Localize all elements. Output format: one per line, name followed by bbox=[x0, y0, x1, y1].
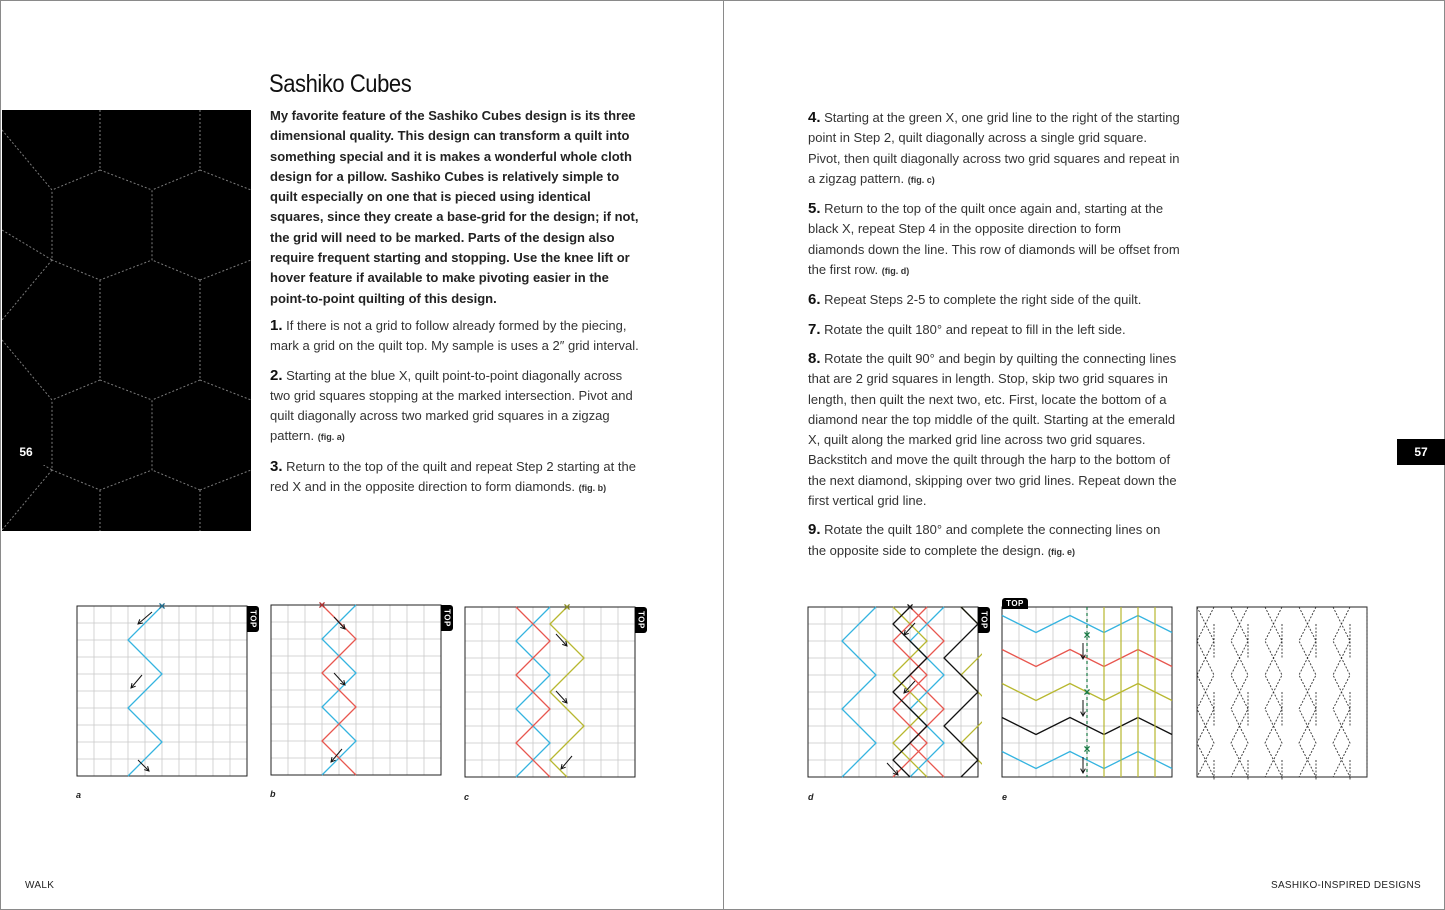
quilt-sample-photo bbox=[2, 110, 251, 531]
figure-b-diagram bbox=[270, 599, 445, 779]
left-steps bbox=[270, 316, 642, 507]
fig-ref: (fig. d) bbox=[881, 266, 910, 277]
fig-ref: (fig. c) bbox=[907, 174, 935, 185]
figure-a-diagram bbox=[76, 600, 251, 780]
intro-paragraph: My favorite feature of the Sashiko Cubes design is its three dimensional quality. This design can transform a quilt into something special and it is makes a wonderful whole cloth design for a pillow. Sashiko Cubes is relatively simple to quilt especially on one that is pieced using identical squares, since they create a base-grid for the design; if not, the grid will need to be marked. Parts of the design also require frequent starting and stopping. Use the knee lift or hover feature if available to make pivoting easier in the point-to-point quilting of this design. bbox=[270, 108, 639, 306]
start-marker: × bbox=[563, 601, 571, 614]
step-5: 5. Return to the top of the quilt once again and, starting at the black X, repeat Step 4 in the opposite direction to form diamonds down the line. This row of diamonds will be offset from the first row. (fig. d) bbox=[808, 200, 1180, 278]
direction-arrow bbox=[131, 675, 142, 688]
caption-c: c bbox=[464, 792, 470, 802]
direction-arrow bbox=[334, 617, 345, 629]
top-label-e: TOP bbox=[1002, 598, 1028, 609]
top-label-c: TOP bbox=[635, 607, 647, 633]
fig-ref: (fig. a) bbox=[317, 432, 345, 443]
caption-b: b bbox=[270, 789, 276, 799]
design-line bbox=[1197, 607, 1214, 777]
direction-arrow bbox=[138, 760, 149, 771]
direction-arrow bbox=[561, 756, 572, 769]
top-label-b: TOP bbox=[441, 605, 453, 631]
page-number-right: 57 bbox=[1397, 439, 1445, 465]
start-marker: × bbox=[318, 599, 326, 612]
section-title: Sashiko Cubes bbox=[269, 70, 412, 98]
start-marker: × bbox=[1083, 628, 1091, 642]
fig-ref: (fig. b) bbox=[578, 483, 607, 494]
footer-left: WALK bbox=[25, 880, 55, 891]
step-1: 1. If there is not a grid to follow already formed by the piecing, mark a grid on the quilt top. My sample is uses a 2″ grid interval. bbox=[270, 317, 639, 354]
start-marker: × bbox=[906, 601, 914, 614]
design-line bbox=[1333, 607, 1350, 777]
quilt-stitch-pattern bbox=[2, 110, 251, 531]
top-label-a: TOP bbox=[247, 606, 259, 632]
step-9: 9. Rotate the quilt 180° and complete the connecting lines on the opposite side to complete the design. (fig. e) bbox=[808, 521, 1161, 558]
page-number-left: 56 bbox=[2, 439, 50, 465]
start-marker: × bbox=[158, 600, 166, 613]
design-line bbox=[1231, 607, 1248, 777]
caption-a: a bbox=[76, 790, 82, 800]
figure-d-diagram bbox=[807, 601, 982, 781]
right-steps bbox=[808, 108, 1180, 571]
fig-ref: (fig. e) bbox=[1047, 546, 1075, 557]
figure-e-diagram bbox=[1001, 601, 1176, 781]
direction-arrow bbox=[887, 763, 898, 775]
step-6: 6. Repeat Steps 2-5 to complete the right side of the quilt. bbox=[808, 291, 1142, 309]
design-line bbox=[1265, 607, 1282, 777]
design-line bbox=[1299, 607, 1316, 777]
direction-arrow bbox=[334, 673, 345, 685]
finished-design-diagram bbox=[1196, 601, 1371, 781]
footer-right: SASHIKO-INSPIRED DESIGNS bbox=[1270, 880, 1421, 891]
step-8: 8. Rotate the quilt 90° and begin by quilting the connecting lines that are 2 grid squares in length. Stop, skip two grid squares in length, then quilt the next two, etc. First, locate the bottom of a diamond near the top middle of the quilt. Starting at the emerald X, quilt along the marked grid line across two grid squares. Backstitch and move the quilt through the harp to the bottom of the next diamond, skipping over two grid lines. Repeat down the first vertical grid line. bbox=[808, 349, 1177, 509]
step-2: 2. Starting at the blue X, quilt point-to-point diagonally across two grid squares stopping at the marked intersection. Pivot and quilt diagonally across two marked grid squares in a zigzag pattern. (fig. a) bbox=[270, 366, 633, 444]
step-4: 4. Starting at the green X, one grid line to the right of the starting point in Step 2, quilt diagonally across a single grid square. Pivot, then quilt diagonally across two grid squares and repeat in a zigzag pattern. (fig. c) bbox=[808, 109, 1180, 186]
caption-d: d bbox=[808, 792, 814, 802]
top-label-d: TOP bbox=[978, 607, 990, 633]
step-7: 7. Rotate the quilt 180° and repeat to fill in the left side. bbox=[808, 320, 1126, 338]
step-3: 3. Return to the top of the quilt and repeat Step 2 starting at the red X and in the opposite direction to form diamonds. (fig. b) bbox=[270, 457, 636, 495]
start-marker: × bbox=[1083, 685, 1091, 699]
direction-arrow bbox=[556, 691, 567, 703]
caption-e: e bbox=[1002, 792, 1008, 802]
figure-c-diagram bbox=[464, 601, 639, 781]
start-marker: × bbox=[1083, 742, 1091, 756]
